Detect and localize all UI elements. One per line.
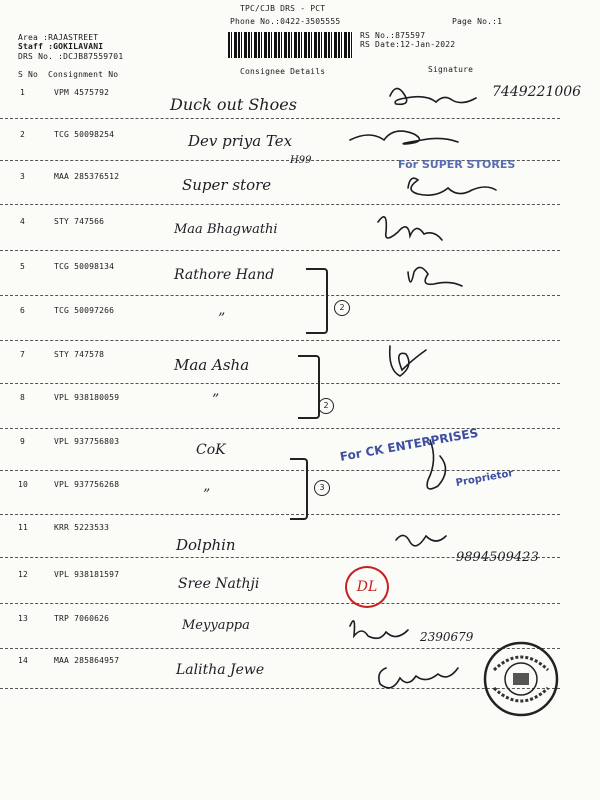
signature-row-3: [408, 178, 496, 195]
signature-row-4: [378, 217, 442, 240]
row-consignment: KRR 5223533: [54, 523, 110, 532]
row-consignment: VPL 937756268: [54, 480, 120, 489]
consignee-name: Dev priya Tex: [188, 132, 293, 150]
row-consignment: STY 747578: [54, 350, 105, 359]
dl-stamp: DL: [345, 566, 389, 608]
consignee-note: H99: [290, 155, 312, 166]
signature-row-2: [350, 131, 458, 144]
row-sno: 9: [20, 437, 26, 446]
row-consignment: VPL 937756803: [54, 437, 120, 446]
row-consignment: MAA 285376512: [54, 172, 120, 181]
row-sno: 7: [20, 350, 26, 359]
consignee-name: Rathore Hand: [174, 267, 275, 283]
consignee-name: Dolphin: [176, 536, 236, 554]
row-consignment: VPL 938181597: [54, 570, 120, 579]
consignee-name: Super store: [182, 176, 272, 194]
consignee-phone: 9894509423: [456, 550, 539, 565]
ditto-mark: ”: [218, 311, 226, 327]
group-count: 3: [314, 480, 330, 496]
row-sno: 13: [18, 614, 29, 623]
super-stores-stamp: For SUPER STORES: [398, 158, 516, 171]
signature-row-7: [390, 346, 426, 376]
page-number: Page No.:1: [452, 17, 503, 26]
consignee-phone: 2390679: [420, 630, 474, 644]
signature-row-1: [390, 88, 476, 104]
drs-number: DRS No. :DCJB87559701: [18, 52, 124, 61]
row-consignment: MAA 285864957: [54, 656, 120, 665]
consignee-name: Maa Bhagwathi: [174, 222, 278, 237]
col-consignee: Consignee Details: [240, 67, 326, 76]
area-label: Area :RAJASTREET: [18, 33, 99, 42]
col-consignment: Consignment No: [48, 70, 119, 79]
row-consignment: STY 747566: [54, 217, 105, 226]
proprietor-label: Proprietor: [455, 468, 515, 489]
consignee-name: Lalitha Jewe: [176, 662, 265, 678]
signature-row-13: [350, 621, 408, 638]
staff-label: Staff :GOKILAVANI: [18, 42, 104, 51]
phone-number: Phone No.:0422-3505555: [230, 17, 341, 26]
signature-row-9: [427, 440, 445, 489]
ditto-mark: ”: [203, 487, 211, 503]
group-count: 2: [334, 300, 350, 316]
row-sno: 5: [20, 262, 26, 271]
consignee-name: Meyyappa: [182, 618, 250, 633]
row-sno: 3: [20, 172, 26, 181]
row-sno: 12: [18, 570, 29, 579]
col-signature: Signature: [428, 65, 474, 74]
doc-title: TPC/CJB DRS - PCT: [240, 4, 326, 13]
row-sno: 2: [20, 130, 26, 139]
signature-row-11: [396, 535, 446, 545]
row-consignment: TRP 7060626: [54, 614, 110, 623]
row-sno: 4: [20, 217, 26, 226]
row-sno: 10: [18, 480, 29, 489]
ditto-mark: ”: [212, 392, 220, 408]
row-sno: 11: [18, 523, 29, 532]
signature-row-5: [408, 267, 462, 286]
rs-date: RS Date:12-Jan-2022: [360, 40, 456, 49]
row-sno: 6: [20, 306, 26, 315]
row-consignment: TCG 50098134: [54, 262, 115, 271]
row-sno: 8: [20, 393, 26, 402]
row-consignment: VPL 938180059: [54, 393, 120, 402]
group-count: 2: [318, 398, 334, 414]
rs-number: RS No.:875597: [360, 31, 426, 40]
row-consignment: TCG 50097266: [54, 306, 115, 315]
col-sno: S No: [18, 70, 39, 79]
row-sno: 14: [18, 656, 29, 665]
consignee-name: Sree Nathji: [178, 576, 260, 592]
consignee-name: Maa Asha: [174, 356, 250, 374]
row-consignment: VPM 4575792: [54, 88, 110, 97]
row-consignment: TCG 50098254: [54, 130, 115, 139]
consignee-phone: 7449221006: [492, 84, 582, 100]
consignee-name: Duck out Shoes: [170, 95, 297, 114]
row-sno: 1: [20, 88, 26, 97]
consignee-name: CoK: [196, 442, 226, 458]
signature-row-14: [379, 668, 458, 688]
ck-enterprises-stamp: For CK ENTERPRISES: [338, 425, 480, 464]
